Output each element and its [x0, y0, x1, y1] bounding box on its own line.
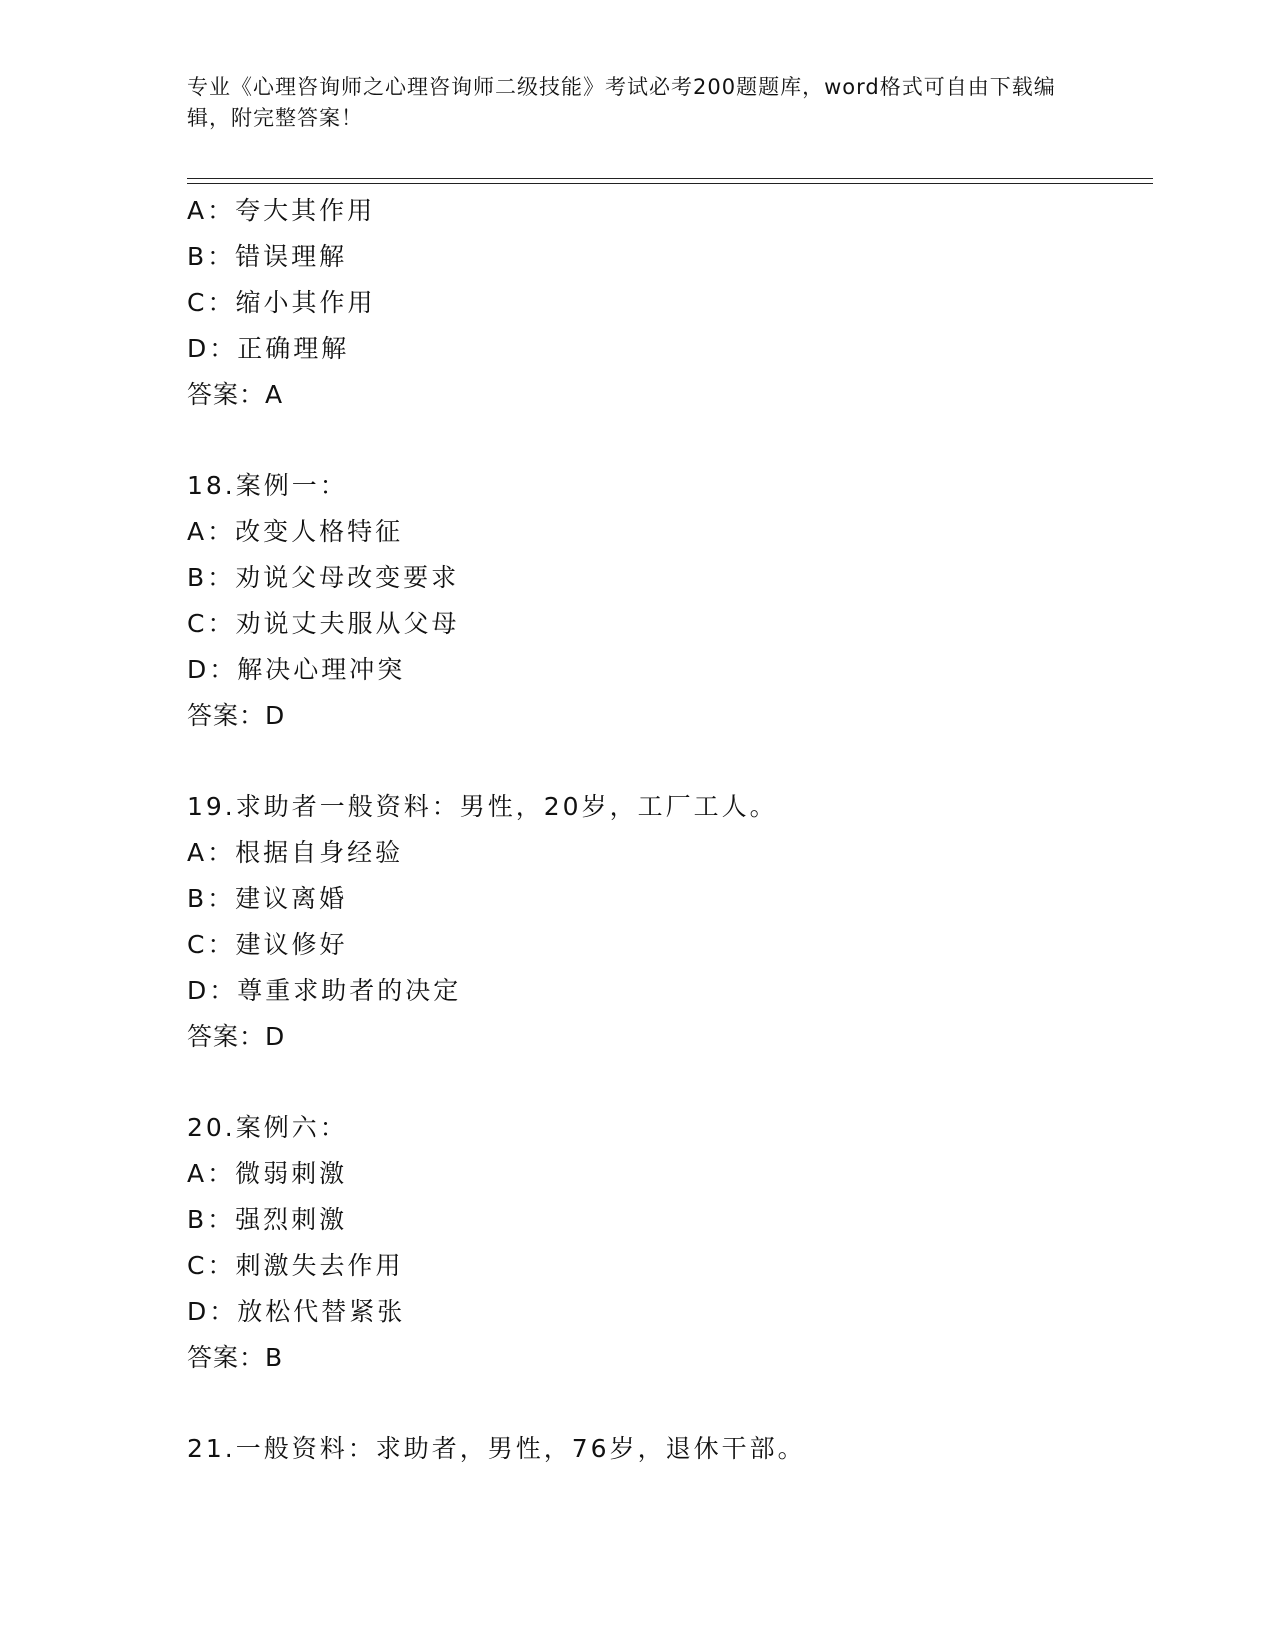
- option-d: D：正确理解: [187, 334, 350, 363]
- option-d: D：解决心理冲突: [187, 655, 406, 684]
- question-block: [187, 784, 1153, 1060]
- option-c: C：刺激失去作用: [187, 1251, 404, 1280]
- option-c: C：建议修好: [187, 930, 348, 959]
- option-d: D：放松代替紧张: [187, 1297, 406, 1326]
- option-a: A：根据自身经验: [187, 838, 404, 867]
- question-stem: 21.一般资料：求助者，男性，76岁，退休干部。: [187, 1434, 806, 1463]
- option-c: C：缩小其作用: [187, 288, 376, 317]
- answer-line: 答案：A: [187, 380, 284, 409]
- option-b: B：劝说父母改变要求: [187, 563, 460, 592]
- option-b: B：强烈刺激: [187, 1205, 348, 1234]
- question-list: [187, 188, 1153, 1472]
- option-b: B：建议离婚: [187, 884, 348, 913]
- option-a: A：微弱刺激: [187, 1159, 348, 1188]
- question-stem: 20.案例六：: [187, 1113, 348, 1142]
- answer-line: 答案：B: [187, 1343, 284, 1372]
- question-block: [187, 188, 1153, 418]
- option-a: A：改变人格特征: [187, 517, 404, 546]
- document-header: 专业《心理咨询师之心理咨询师二级技能》考试必考200题题库，word格式可自由下载编辑，附完整答案！: [187, 75, 1056, 130]
- option-a: A：夸大其作用: [187, 196, 376, 225]
- question-block: [187, 1105, 1153, 1381]
- question-block: [187, 463, 1153, 739]
- answer-line: 答案：D: [187, 1022, 286, 1051]
- header-rule-top: [187, 178, 1153, 179]
- option-b: B：错误理解: [187, 242, 348, 271]
- option-d: D：尊重求助者的决定: [187, 976, 462, 1005]
- answer-line: 答案：D: [187, 701, 286, 730]
- question-stem: 18.案例一：: [187, 471, 348, 500]
- header-rule-bottom: [187, 183, 1153, 184]
- question-block: [187, 1426, 1153, 1472]
- option-c: C：劝说丈夫服从父母: [187, 609, 460, 638]
- question-stem: 19.求助者一般资料：男性，20岁，工厂工人。: [187, 792, 778, 821]
